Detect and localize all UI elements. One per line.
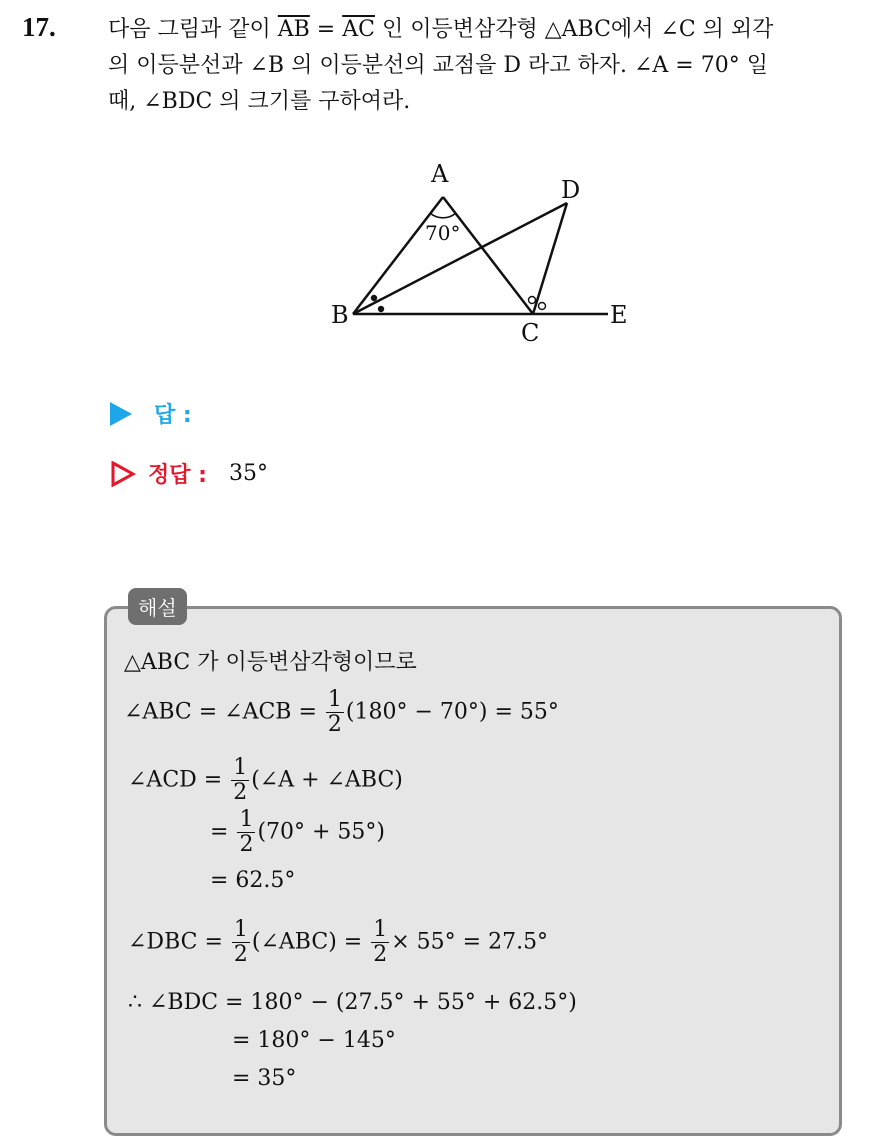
solution-line-1: △ABC 가 이등변삼각형이므로 bbox=[124, 650, 417, 675]
segment-ac: $\overline{AC}$ bbox=[342, 17, 375, 42]
equation-text: = bbox=[210, 819, 236, 845]
solution-line-9: = 35° bbox=[232, 1066, 297, 1091]
bisector-dot-1 bbox=[371, 295, 377, 301]
outline-triangle-icon bbox=[110, 461, 136, 487]
fraction-half bbox=[231, 756, 249, 805]
answer-blank-row bbox=[110, 398, 192, 429]
angle-a-arc bbox=[430, 213, 456, 218]
fraction-denominator: 2 bbox=[239, 832, 254, 857]
equation-text: ∠ABC = ∠ACB = bbox=[124, 699, 324, 725]
equation-text: ∠ACD = bbox=[128, 767, 230, 793]
equation-text: ∠DBC = bbox=[128, 929, 230, 955]
equation-text: (180° − 70°) = 55° bbox=[345, 699, 559, 725]
bisector-dot-2 bbox=[378, 306, 384, 312]
answer-correct-row bbox=[110, 458, 268, 489]
answer-blank-label: 답 : bbox=[154, 403, 192, 428]
fraction-half bbox=[237, 808, 255, 857]
question-text bbox=[108, 12, 868, 120]
question-number: 17. bbox=[22, 12, 56, 42]
vertex-label-b: B bbox=[331, 301, 349, 329]
vertex-label-a: A bbox=[431, 160, 449, 188]
fraction-denominator: 2 bbox=[233, 942, 248, 967]
solution-line-2 bbox=[124, 688, 559, 737]
solution-tag: 해설 bbox=[128, 588, 187, 625]
fraction-half bbox=[326, 688, 344, 737]
fraction-denominator: 2 bbox=[327, 712, 342, 737]
triangle-figure bbox=[318, 150, 648, 350]
fraction-numerator: 1 bbox=[233, 755, 248, 780]
solution-line-7: ∴ ∠BDC = 180° − (27.5° + 55° + 62.5°) bbox=[128, 990, 577, 1015]
solution-line-5: = 62.5° bbox=[210, 868, 296, 893]
bisector-circle-1 bbox=[529, 297, 536, 304]
vertex-label-c: C bbox=[521, 319, 540, 347]
angle-label: 70° bbox=[425, 221, 461, 245]
bisector-circle-2 bbox=[539, 303, 546, 310]
fraction-numerator: 1 bbox=[327, 687, 342, 712]
play-triangle-icon bbox=[110, 402, 132, 426]
equation-text: × 55° = 27.5° bbox=[391, 929, 549, 955]
fraction-denominator: 2 bbox=[233, 780, 248, 805]
vertex-label-e: E bbox=[610, 301, 628, 329]
equation-text: (∠ABC) = bbox=[251, 929, 370, 955]
solution-line-3 bbox=[128, 756, 403, 805]
solution-line-4 bbox=[210, 808, 385, 857]
answer-correct-value: 35° bbox=[228, 461, 268, 486]
solution-line-8: = 180° − 145° bbox=[232, 1028, 396, 1053]
solution-line-6 bbox=[128, 918, 548, 967]
equals-sign: = bbox=[309, 17, 343, 42]
segment-ab-line bbox=[353, 197, 443, 314]
segment-ac-line bbox=[443, 197, 533, 314]
fraction-half bbox=[232, 918, 250, 967]
vertex-label-d: D bbox=[561, 176, 581, 204]
fraction-numerator: 1 bbox=[233, 917, 248, 942]
question-text-part: 인 이등변삼각형 △ABC에서 ∠C 의 외각 bbox=[374, 17, 774, 42]
fraction-half bbox=[371, 918, 389, 967]
answer-correct-label: 정답 : bbox=[148, 463, 207, 488]
fraction-numerator: 1 bbox=[373, 917, 388, 942]
question-line-1 bbox=[108, 12, 868, 48]
segment-ab: $\overline{AB}$ bbox=[277, 17, 310, 42]
segment-cd-line bbox=[533, 203, 567, 314]
fraction-numerator: 1 bbox=[239, 807, 254, 832]
question-line-2: 의 이등분선과 ∠B 의 이등분선의 교점을 D 라고 하자. ∠A = 70° 일 bbox=[108, 53, 768, 78]
fraction-denominator: 2 bbox=[373, 942, 388, 967]
question-line-3: 때, ∠BDC 의 크기를 구하여라. bbox=[108, 89, 411, 114]
question-text-part: 다음 그림과 같이 bbox=[108, 17, 278, 42]
equation-text: (70° + 55°) bbox=[257, 819, 386, 845]
equation-text: (∠A + ∠ABC) bbox=[251, 767, 403, 793]
